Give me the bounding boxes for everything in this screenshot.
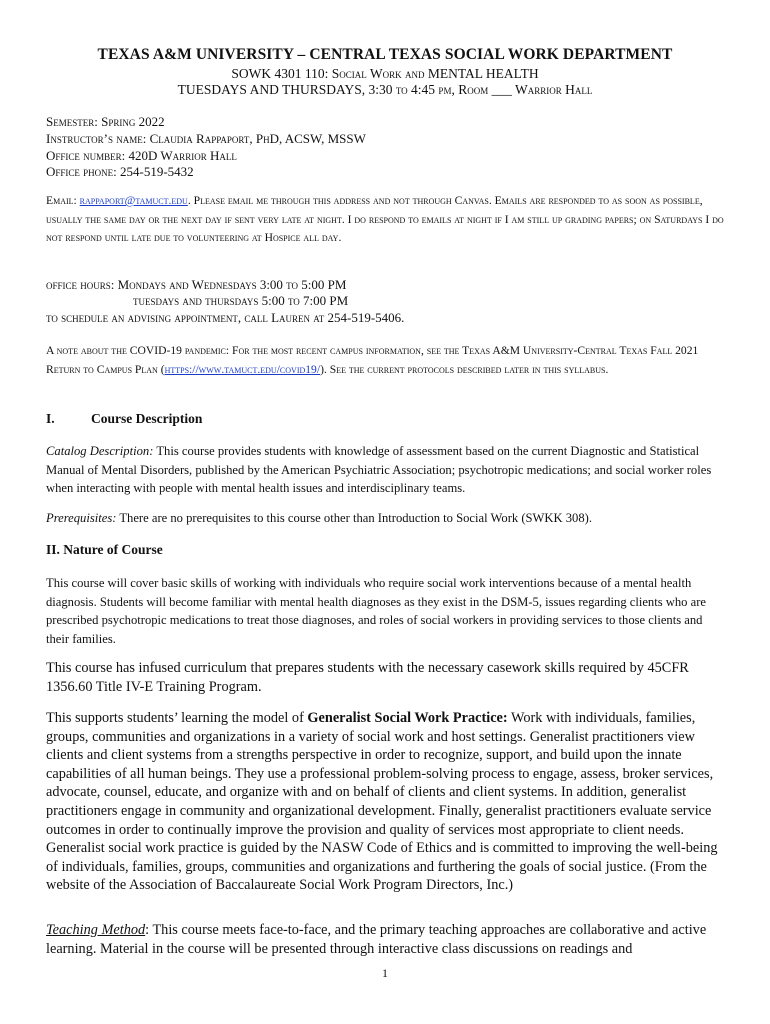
catalog-label: Catalog Description: — [46, 444, 154, 458]
nature-paragraph-1: This course will cover basic skills of working with individuals who require social work interventions because of a mental health diagnosis. Students will become familiar with mental health diagnoses as they exist in the DSM-5, issues regarding clients who are prescribed psychotropic medications to treat those diagnoses, and roles of social workers in providing services to those clients and their families. — [46, 576, 706, 646]
covid-link[interactable]: https://www.tamuct.edu/covid19/ — [164, 362, 321, 376]
course-schedule: TUESDAYS AND THURSDAYS, 3:30 to 4:45 pm, Room ___ Warrior Hall — [177, 82, 593, 97]
generalist-paragraph — [46, 709, 728, 895]
prereq-label: Prerequisites: — [46, 511, 117, 525]
prereq-text: There are no prerequisites to this course other than Introduction to Social Work (SWKK 308). — [116, 511, 592, 525]
section-title-nature-of-course: II. Nature of Course — [46, 542, 163, 557]
email-label: Email: — [46, 194, 80, 207]
prerequisites — [46, 509, 726, 528]
office-hours-line1: office hours: Mondays and Wednesdays 3:00 to 5:00 PM — [46, 277, 347, 292]
instructor-line: Instructor’s name: Claudia Rappaport, PhD, ACSW, MSSW — [46, 131, 366, 146]
generalist-after: Work with individuals, families, groups, communities and organizations in a variety of social work and host settings. Generalist practitioners view clients and client systems from a strengths perspective in order to recognize, support, and build upon the innate capabilities of all human beings. They use a professional problem-solving process to engage, assess, broker services, advocate, counsel, educate, and organize with and on behalf of clients and client systems. In addition, generalist practitioners engage in community and organizational development. Finally, generalist practitioners evaluate service outcomes in order to continually improve the provision and quality of services most appropriate to client needs. Generalist social work practice is guided by the NASW Code of Ethics and is committed to improving the well-being of individuals, families, groups, communities and organizations and furthering the goals of social justice. (From the website of the Association of Baccalaureate Social Work Program Directors, Inc.) — [46, 710, 718, 894]
course-title: SOWK 4301 110: Social Work and MENTAL HEALTH — [231, 66, 539, 81]
office-number-line: Office number: 420D Warrior Hall — [46, 148, 237, 163]
teaching-label: Teaching Method — [46, 922, 146, 938]
section-title-course-description: Course Description — [91, 411, 203, 426]
catalog-text: This course provides students with knowledge of assessment based on the current Diagnostic and Statistical Manual of Mental Disorders, published by the American Psychiatric Association; psychotropic medications; and social worker roles when interacting with people with mental health issues and interdisciplinary teams. — [46, 444, 712, 495]
advising-line: to schedule an advising appointment, call Lauren at 254-519-5406. — [46, 310, 405, 325]
office-phone-line: Office phone: 254-519-5432 — [46, 164, 194, 179]
office-hours-line2: tuesdays and thursdays 5:00 to 7:00 PM — [133, 293, 349, 308]
teaching-text: : This course meets face-to-face, and the primary teaching approaches are collaborative and active learning. Material in the course will be presented through interactive class discussions on readings and — [46, 922, 707, 957]
email-note: . Please email me through this address and not through Canvas. Emails are responded to as soon as possible, usually the same day or the next day if sent very late at night. I do respond to emails at night if I am still up grading papers; on Saturdays I do not respond until late due to volunteering at Hospice all day. — [46, 194, 724, 245]
nature-paragraph-2: This course has infused curriculum that prepares students with the necessary casework skills required by 45CFR 1356.60 Title IV-E Training Program. — [46, 660, 689, 695]
covid-paragraph — [46, 342, 728, 379]
document-title: TEXAS A&M UNIVERSITY – CENTRAL TEXAS SOCIAL WORK DEPARTMENT — [97, 46, 673, 63]
covid-text-before: A note about the COVID-19 pandemic: For the most recent campus information, see the Texas A&M University-Central Texas Fall 2021 Return to Campus Plan ( — [46, 344, 699, 376]
generalist-bold: Generalist Social Work Practice: — [307, 710, 508, 726]
email-paragraph — [46, 192, 728, 248]
catalog-description — [46, 442, 726, 498]
semester-line: Semester: Spring 2022 — [46, 114, 165, 129]
covid-text-after: ). See the current protocols described later in this syllabus. — [320, 362, 609, 376]
teaching-method-paragraph — [46, 921, 728, 958]
page-number: 1 — [382, 966, 388, 980]
generalist-before: This supports students’ learning the model of — [46, 710, 308, 726]
email-link[interactable]: rappaport@tamuct.edu — [79, 194, 188, 207]
section-number-i: I. — [46, 411, 55, 426]
